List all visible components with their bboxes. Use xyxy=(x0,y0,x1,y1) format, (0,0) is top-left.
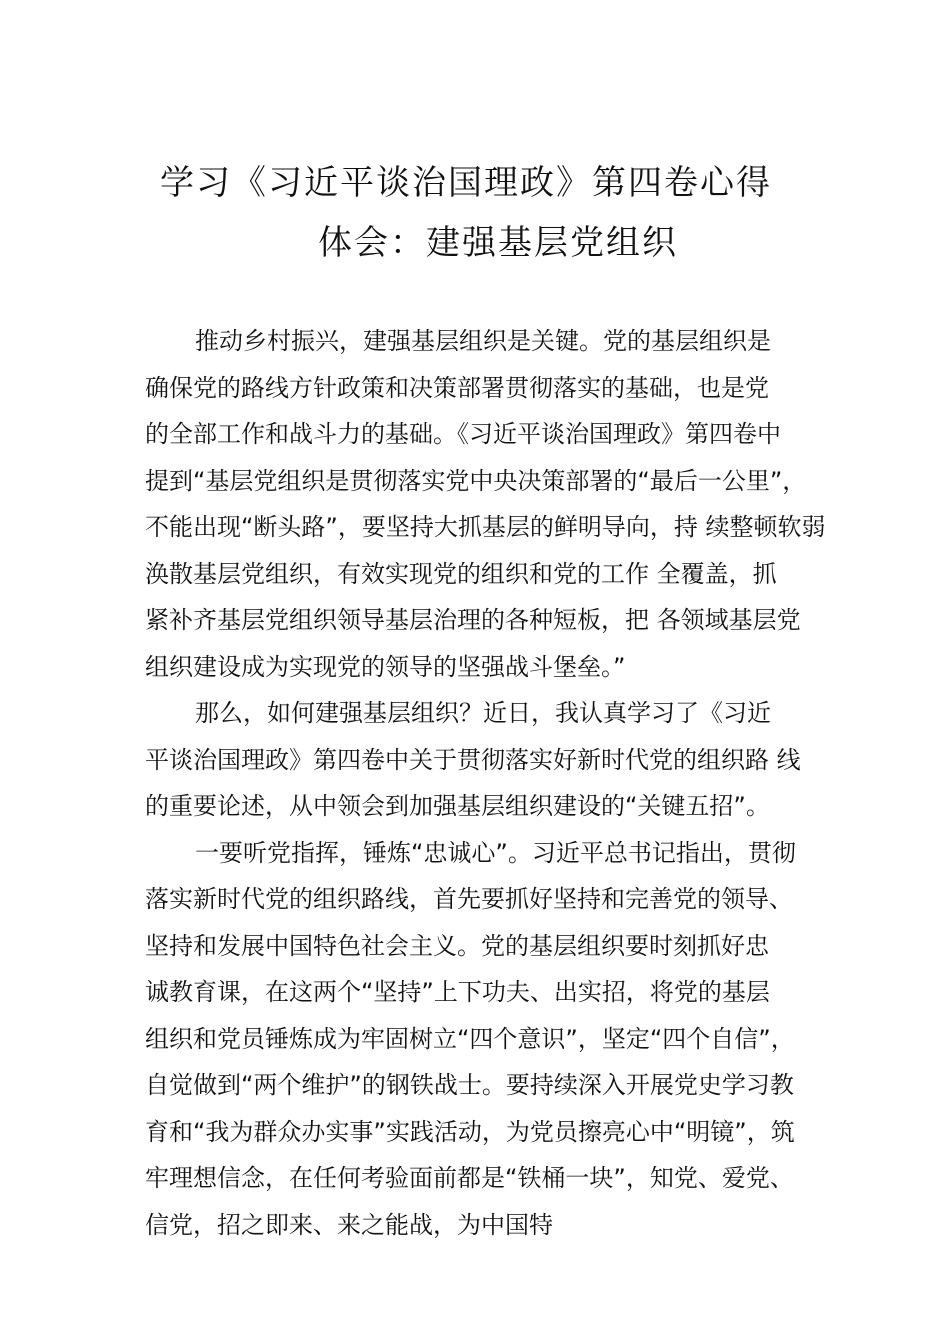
paragraph-3-line-9: 信党，招之即来、来之能战，为中国特 xyxy=(145,1210,553,1239)
paragraph-2-line-3: 的重要论述，从中领会到加强基层组织建设的“关键五招”。 xyxy=(145,792,770,820)
paragraph-3-line-4: 诚教育课，在这两个“坚持”上下功夫、出实招，将党的基层 xyxy=(145,978,770,1006)
paragraph-1-line-1: 推动乡村振兴，建强基层组织是关键。党的基层组织是 xyxy=(195,327,771,355)
paragraph-1-line-8: 组织建设成为实现党的领导的坚强战斗堡垒。” xyxy=(145,652,626,681)
paragraph-1-line-5: 不能出现“断头路”，要坚持大抓基层的鲜明导向，持 续整顿软弱 xyxy=(145,513,826,541)
paragraph-1-line-2: 确保党的路线方针政策和决策部署贯彻落实的基础，也是党 xyxy=(145,373,769,402)
paragraph-1-line-7: 紧补齐基层党组织领导基层治理的各种短板，把 各领域基层党 xyxy=(145,606,801,634)
paragraph-3-line-6: 自觉做到“两个维护”的钢铁战士。要持续深入开展党史学习教 xyxy=(145,1071,794,1099)
document-title-line-1: 学习《习近平谈治国理政》第四卷心得 xyxy=(160,163,772,203)
paragraph-2-line-2: 平谈治国理政》第四卷中关于贯彻落实好新时代党的组织路 线 xyxy=(145,745,801,774)
paragraph-1-line-6: 涣散基层党组织，有效实现党的组织和党的工作 全覆盖，抓 xyxy=(145,559,777,588)
paragraph-3-line-2: 落实新时代党的组织路线，首先要抓好坚持和完善党的领导、 xyxy=(145,885,793,913)
document-title-line-2: 体会：建强基层党组织 xyxy=(318,223,678,263)
paragraph-3-line-7: 育和“我为群众办实事”实践活动，为党员擦亮心中“明镜”，筑 xyxy=(145,1117,795,1146)
paragraph-3-line-5: 组织和党员锤炼成为牢固树立“四个意识”，坚定“四个自信”， xyxy=(145,1024,795,1053)
paragraph-3-line-8: 牢理想信念，在任何考验面前都是“铁桶一块”，知党、爱党、 xyxy=(145,1164,794,1192)
paragraph-3-line-1: 一要听党指挥，锤炼“忠诚心”。习近平总书记指出，贯彻 xyxy=(195,838,796,867)
paragraph-1-line-4: 提到“基层党组织是贯彻落实党中央决策部署的“最后一公里”， xyxy=(145,466,807,495)
document-body xyxy=(145,318,840,1248)
paragraph-1-line-3: 的全部工作和战斗力的基础。《习近平谈治国理政》第四卷中 xyxy=(145,420,781,448)
paragraph-2-line-1: 那么，如何建强基层组织？近日，我认真学习了《习近 xyxy=(195,699,771,727)
paragraph-3-line-3: 坚持和发展中国特色社会主义。党的基层组织要时刻抓好忠 xyxy=(145,931,769,960)
